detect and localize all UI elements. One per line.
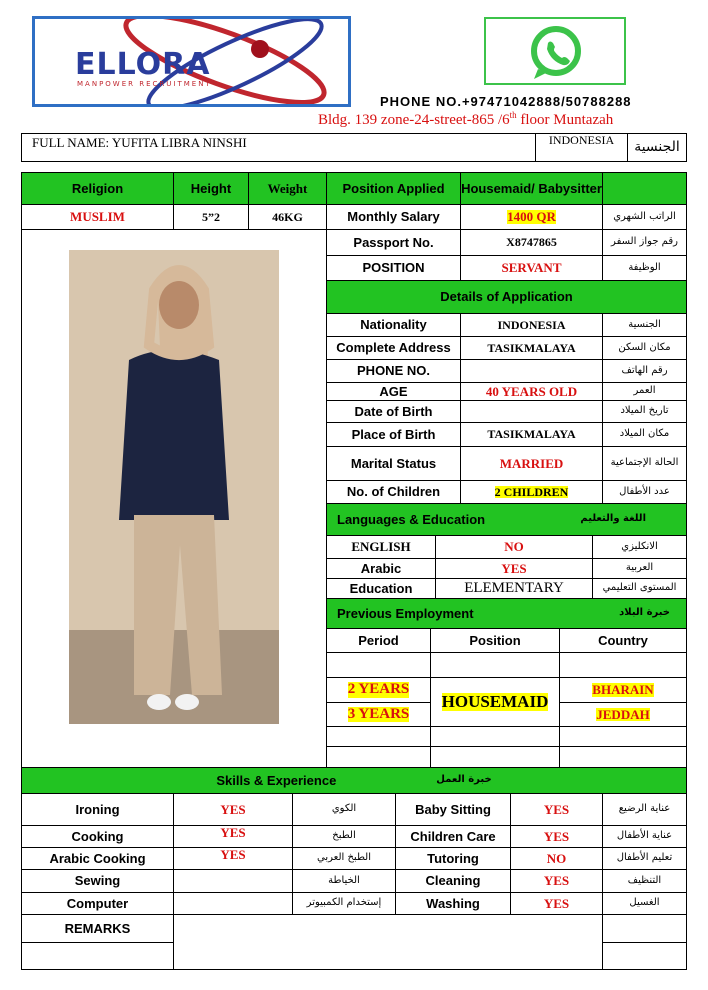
employment-empty	[326, 652, 431, 678]
skill-cell-text: YES	[543, 873, 570, 889]
detail-label-text: Marital Status	[350, 455, 437, 471]
detail-value	[460, 382, 603, 401]
skill-cell	[395, 825, 511, 848]
height-value	[173, 204, 249, 230]
salary-ar	[602, 204, 687, 230]
skill-cell-text: عناية الرضيع	[618, 803, 671, 815]
detail-ar-text: العمر	[633, 385, 656, 397]
header-cell	[460, 172, 603, 205]
language-label-text: Education	[349, 580, 413, 596]
weight-value-text: 46KG	[272, 209, 303, 224]
detail-ar	[602, 382, 687, 401]
salary-label-text: Monthly Salary	[347, 209, 440, 225]
remarks-field[interactable]	[173, 914, 603, 970]
skill-cell	[173, 892, 293, 915]
passport-value-text: X8747865	[506, 235, 557, 250]
detail-value	[460, 480, 603, 504]
full-name-cell	[21, 133, 536, 162]
skill-cell-text: إستخدام الكمبيوتر	[306, 897, 382, 909]
language-ar	[592, 558, 687, 579]
detail-ar	[602, 359, 687, 383]
skill-cell-text: YES	[543, 828, 570, 844]
header-cell	[326, 172, 461, 205]
position-label	[326, 255, 461, 281]
logo-subtitle: MANPOWER RECRUITMENT	[77, 80, 212, 88]
detail-ar	[602, 422, 687, 447]
skill-cell	[21, 869, 174, 893]
skill-cell-text: Washing	[426, 895, 480, 911]
remarks-empty	[21, 942, 174, 970]
language-value-text: NO	[504, 539, 524, 555]
detail-label	[326, 359, 461, 383]
skill-cell	[395, 793, 511, 826]
position-label-text: POSITION	[362, 260, 425, 276]
skill-cell-text: Computer	[66, 895, 129, 911]
details-header	[326, 280, 687, 314]
position-value	[460, 255, 603, 281]
employment-empty	[326, 746, 431, 768]
skill-cell	[395, 869, 511, 893]
remarks-label	[21, 914, 174, 943]
detail-value	[460, 359, 603, 383]
detail-ar-text: عدد الأطفال	[619, 485, 670, 497]
languages-header	[326, 503, 687, 536]
passport-ar-text: رقم جواز السفر	[611, 236, 678, 248]
detail-value	[460, 336, 603, 360]
employment-col-header	[326, 628, 431, 653]
detail-label	[326, 480, 461, 504]
detail-label-text: Complete Address	[336, 340, 451, 356]
employment-col-header	[559, 628, 687, 653]
whatsapp-logo	[484, 17, 626, 85]
detail-value	[460, 446, 603, 481]
skill-cell	[292, 892, 396, 915]
skill-cell	[292, 847, 396, 870]
employment-period	[326, 702, 431, 727]
header-cell	[602, 172, 687, 205]
skills-header-ar: خبرة العمل	[436, 774, 492, 786]
detail-value-text: INDONESIA	[497, 317, 566, 332]
skill-cell-text: YES	[220, 847, 246, 862]
full-name-cell-text: FULL NAME: YUFITA LIBRA NINSHI	[32, 135, 247, 150]
language-label	[326, 535, 436, 559]
language-value-text: YES	[501, 560, 527, 576]
position-ar-text: الوظيفة	[628, 261, 661, 273]
passport-label-text: Passport No.	[353, 234, 434, 250]
skills-header-title: Skills & Experience	[216, 772, 337, 788]
passport-value	[460, 229, 603, 256]
header-cell	[173, 172, 249, 205]
skill-cell-text: التنظيف	[627, 874, 662, 886]
detail-ar	[602, 313, 687, 337]
detail-label	[326, 336, 461, 360]
skill-cell	[21, 892, 174, 915]
employment-col-header-text: Period	[358, 632, 399, 648]
detail-label-text: Nationality	[360, 317, 427, 333]
salary-label	[326, 204, 461, 230]
skill-cell	[173, 869, 293, 893]
detail-ar	[602, 336, 687, 360]
height-value-text: 5”2	[202, 209, 220, 224]
detail-value-text: TASIKMALAYA	[487, 427, 576, 442]
employment-empty	[430, 726, 560, 747]
skill-cell	[292, 793, 396, 826]
skill-cell-text: Cleaning	[425, 873, 481, 889]
employment-empty	[430, 652, 560, 678]
skill-cell	[21, 847, 174, 870]
employment-empty	[430, 746, 560, 768]
detail-label	[326, 313, 461, 337]
language-ar-text: المستوى التعليمي	[602, 582, 677, 594]
remarks-empty	[602, 942, 687, 970]
skill-cell	[510, 825, 603, 848]
detail-ar-text: مكان السكن	[618, 341, 671, 353]
skill-cell	[395, 892, 511, 915]
detail-value-text: 40 YEARS OLD	[485, 383, 578, 399]
passport-label	[326, 229, 461, 256]
header-cell-text: Weight	[267, 180, 308, 196]
skill-cell	[510, 869, 603, 893]
passport-ar	[602, 229, 687, 256]
employment-position	[430, 677, 560, 727]
detail-label	[326, 446, 461, 481]
employment-col-header	[430, 628, 560, 653]
skill-cell-text: Sewing	[74, 873, 121, 889]
skill-cell-text: الطبخ	[332, 830, 356, 842]
detail-value-text: TASIKMALAYA	[487, 340, 576, 355]
logo-text: ELLORA	[75, 47, 211, 82]
salary-value-text: 1400 QR	[507, 209, 556, 225]
weight-value	[248, 204, 327, 230]
nationality-ar-cell	[627, 133, 687, 162]
skill-cell	[395, 847, 511, 870]
candidate-photo	[69, 250, 279, 724]
skill-cell-text: NO	[546, 850, 567, 866]
skill-cell-text: الخياطة	[328, 874, 360, 886]
detail-ar	[602, 400, 687, 423]
skill-cell	[292, 869, 396, 893]
nationality-cell	[535, 133, 628, 162]
company-logo	[32, 16, 351, 107]
skill-cell-text: عناية الأطفال	[616, 830, 673, 842]
nationality-cell-text: INDONESIA	[548, 133, 615, 147]
salary-value	[460, 204, 603, 230]
skill-cell	[602, 847, 687, 870]
language-value	[435, 558, 593, 579]
skill-cell-text: YES	[543, 895, 570, 911]
remarks-empty	[602, 914, 687, 943]
skill-cell	[602, 825, 687, 848]
employment-empty	[559, 652, 687, 678]
detail-value	[460, 400, 603, 423]
language-label	[326, 558, 436, 579]
language-label-text: Arabic	[360, 560, 402, 576]
languages-header-text: Languages & Education	[337, 511, 486, 527]
detail-ar-text: الجنسية	[628, 318, 661, 330]
skill-cell	[173, 793, 293, 826]
detail-ar-text: الحالة الإجتماعية	[610, 457, 679, 469]
skill-cell-text: تعليم الأطفال	[616, 852, 673, 864]
skill-cell	[21, 825, 174, 848]
remarks-label-text: REMARKS	[64, 920, 131, 936]
detail-value-text: 2 CHILDREN	[494, 484, 569, 499]
detail-value	[460, 422, 603, 447]
skill-cell	[173, 825, 293, 848]
header-cell-text: Position Applied	[342, 180, 445, 196]
skill-cell-text: الكوي	[331, 803, 357, 815]
employment-header-text: Previous Employment	[337, 605, 474, 621]
skill-cell-text: YES	[220, 801, 246, 817]
skill-cell	[510, 892, 603, 915]
header-cell-text: Housemaid/ Babysitter	[461, 180, 602, 196]
skill-cell	[510, 847, 603, 870]
employment-col-header-text: Country	[598, 632, 648, 648]
employment-country	[559, 677, 687, 703]
language-ar	[592, 578, 687, 599]
employment-empty	[559, 746, 687, 768]
languages-header-ar: اللغة والتعليم	[580, 513, 646, 525]
employment-period-text: 3 YEARS	[347, 705, 410, 722]
detail-ar	[602, 446, 687, 481]
employment-period	[326, 677, 431, 703]
language-ar-text: الانكليزي	[621, 540, 658, 552]
skill-cell	[510, 793, 603, 826]
header-cell-text: Height	[190, 180, 232, 196]
skill-cell-text: الطبخ العربي	[317, 852, 371, 864]
skill-cell	[602, 869, 687, 893]
detail-value	[460, 313, 603, 337]
employment-country-text: JEDDAH	[596, 706, 650, 722]
position-ar	[602, 255, 687, 281]
skill-cell-text: Children Care	[410, 828, 496, 844]
language-label-text: ENGLISH	[351, 539, 411, 555]
language-ar	[592, 535, 687, 559]
detail-ar-text: تاريخ الميلاد	[620, 405, 669, 417]
employment-col-header-text: Position	[469, 632, 521, 648]
nationality-ar-cell-text: الجنسية	[634, 139, 680, 156]
salary-ar-text: الراتب الشهري	[613, 210, 676, 222]
detail-label-text: Place of Birth	[351, 426, 436, 442]
office-address: Bldg. 139 zone-24-street-865 /6th floor Muntazah	[318, 110, 614, 128]
employment-country-text: BHARAIN	[592, 682, 654, 698]
religion-value	[21, 204, 174, 230]
language-value	[435, 578, 593, 599]
detail-label	[326, 422, 461, 447]
skill-cell	[292, 825, 396, 848]
detail-ar	[602, 480, 687, 504]
employment-empty	[559, 726, 687, 747]
skill-cell-text: YES	[543, 801, 570, 817]
detail-label-text: No. of Children	[346, 484, 441, 500]
employment-period-text: 2 YEARS	[347, 681, 410, 698]
skill-cell-text: YES	[220, 825, 246, 840]
details-header-text: Details of Application	[440, 289, 573, 305]
detail-ar-text: رقم الهاتف	[621, 364, 668, 376]
detail-label	[326, 400, 461, 423]
position-value-text: SERVANT	[501, 260, 562, 276]
employment-empty	[326, 726, 431, 747]
phone-number: PHONE NO.+97471042888/50788288	[380, 94, 632, 109]
religion-value-text: MUSLIM	[70, 209, 125, 225]
employment-position-text: HOUSEMAID	[441, 692, 549, 712]
employment-header-ar: خبرة البلاد	[619, 607, 670, 619]
employment-header	[326, 598, 687, 629]
detail-label-text: PHONE NO.	[357, 363, 430, 379]
skill-cell-text: Ironing	[75, 801, 120, 817]
detail-ar-text: مكان الميلاد	[619, 428, 670, 440]
skill-cell-text: Baby Sitting	[415, 801, 491, 817]
header-cell	[248, 172, 327, 205]
skill-cell	[602, 892, 687, 915]
skill-cell	[21, 793, 174, 826]
skill-cell	[602, 793, 687, 826]
skills-header	[21, 767, 687, 794]
header-cell-text: Religion	[71, 180, 124, 196]
skill-cell-text: Cooking	[71, 828, 124, 844]
language-value-text: ELEMENTARY	[464, 579, 564, 596]
detail-value-text: MARRIED	[499, 455, 564, 471]
whatsapp-icon	[486, 19, 624, 83]
skill-cell	[173, 847, 293, 870]
language-label	[326, 578, 436, 599]
employment-country	[559, 702, 687, 727]
skill-cell-text: Arabic Cooking	[49, 850, 146, 866]
detail-label-text: AGE	[379, 383, 408, 399]
language-ar-text: العربية	[625, 562, 654, 574]
language-value	[435, 535, 593, 559]
detail-label	[326, 382, 461, 401]
skill-cell-text: الغسيل	[629, 897, 660, 909]
detail-label-text: Date of Birth	[354, 403, 433, 419]
skill-cell-text: Tutoring	[427, 850, 479, 866]
header-cell	[21, 172, 174, 205]
